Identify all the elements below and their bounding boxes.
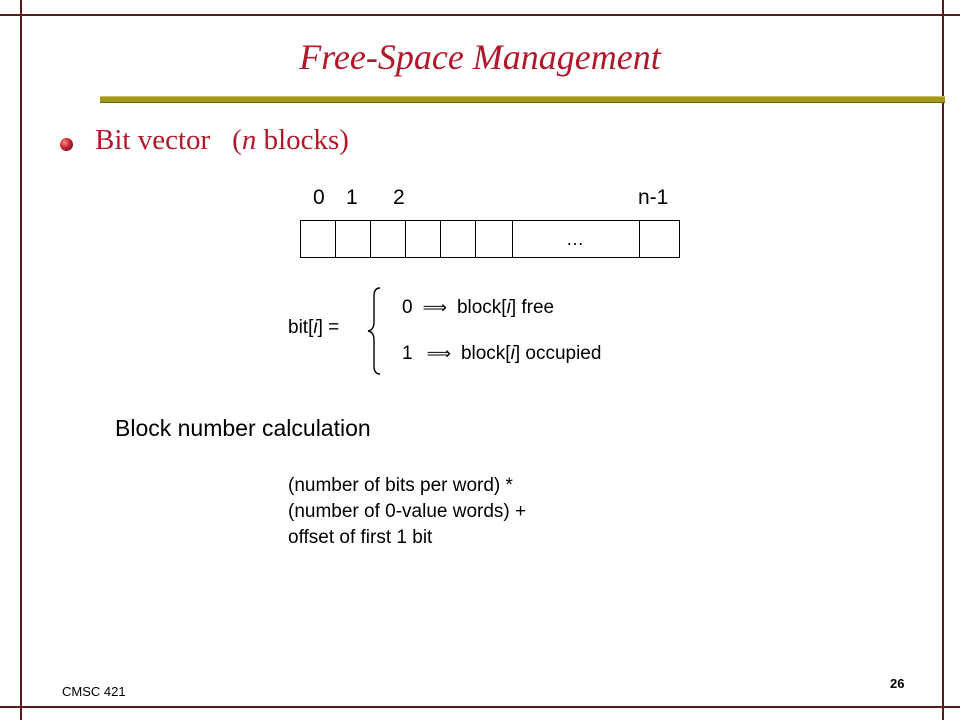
bit-cell: [476, 221, 513, 257]
bullet-n: n: [241, 124, 257, 156]
index-label-1: 1: [346, 186, 358, 209]
case-free-prefix: block[: [456, 297, 507, 318]
bit-cell: [441, 221, 476, 257]
formula-line: (number of 0-value words) +: [288, 501, 527, 522]
case-free-var: i: [506, 297, 511, 318]
footer-page-number: 26: [890, 676, 905, 691]
case-occupied-var: i: [510, 343, 515, 364]
index-label-n-1: n-1: [638, 186, 669, 209]
bit-lhs-suffix: ] =: [317, 317, 340, 338]
case-occupied-value: 1: [402, 343, 413, 364]
index-label-0: 0: [313, 186, 325, 209]
bit-cell: [301, 221, 336, 257]
frame-right: [942, 0, 944, 720]
bit-cell-ellipsis: [513, 221, 640, 257]
slide-title: Free-Space Management: [299, 37, 661, 77]
bit-cell: [406, 221, 441, 257]
implies-arrow-icon: ⟹: [422, 298, 447, 318]
calc-formula: [288, 473, 526, 551]
calc-heading: Block number calculation: [115, 415, 371, 441]
bit-vector-cells: [300, 220, 680, 258]
bit-lhs-var: i: [313, 317, 318, 338]
bullet-bit-vector: [95, 124, 349, 157]
title-underline: [100, 96, 945, 103]
curly-brace-icon: [366, 286, 384, 376]
case-free-suffix: ] free: [510, 297, 555, 318]
bullet-main-text: Bit vector: [95, 124, 211, 156]
footer-course: CMSC 421: [62, 684, 126, 699]
case-occupied-suffix: ] occupied: [514, 343, 602, 364]
bullet-paren-rest: blocks): [256, 124, 349, 156]
frame-top: [0, 14, 960, 16]
bit-cell: [336, 221, 371, 257]
bullet-paren-open: (: [232, 124, 242, 156]
ellipsis-text: …: [566, 229, 586, 249]
bullet-icon: [60, 138, 73, 151]
frame-bottom: [0, 706, 960, 708]
case-free: [402, 297, 554, 319]
formula-line: (number of bits per word) *: [288, 475, 513, 496]
formula-line: offset of first 1 bit: [288, 527, 433, 548]
bit-definition-lhs: [288, 317, 339, 339]
bit-cell: [371, 221, 406, 257]
bit-cell-last: [640, 221, 679, 257]
case-occupied-prefix: block[: [460, 343, 511, 364]
bit-lhs-prefix: bit[: [288, 317, 314, 338]
implies-arrow-icon: ⟹: [426, 344, 451, 364]
case-free-value: 0: [402, 297, 413, 318]
index-label-2: 2: [393, 186, 405, 209]
case-occupied: [402, 343, 601, 365]
frame-left: [20, 0, 22, 720]
